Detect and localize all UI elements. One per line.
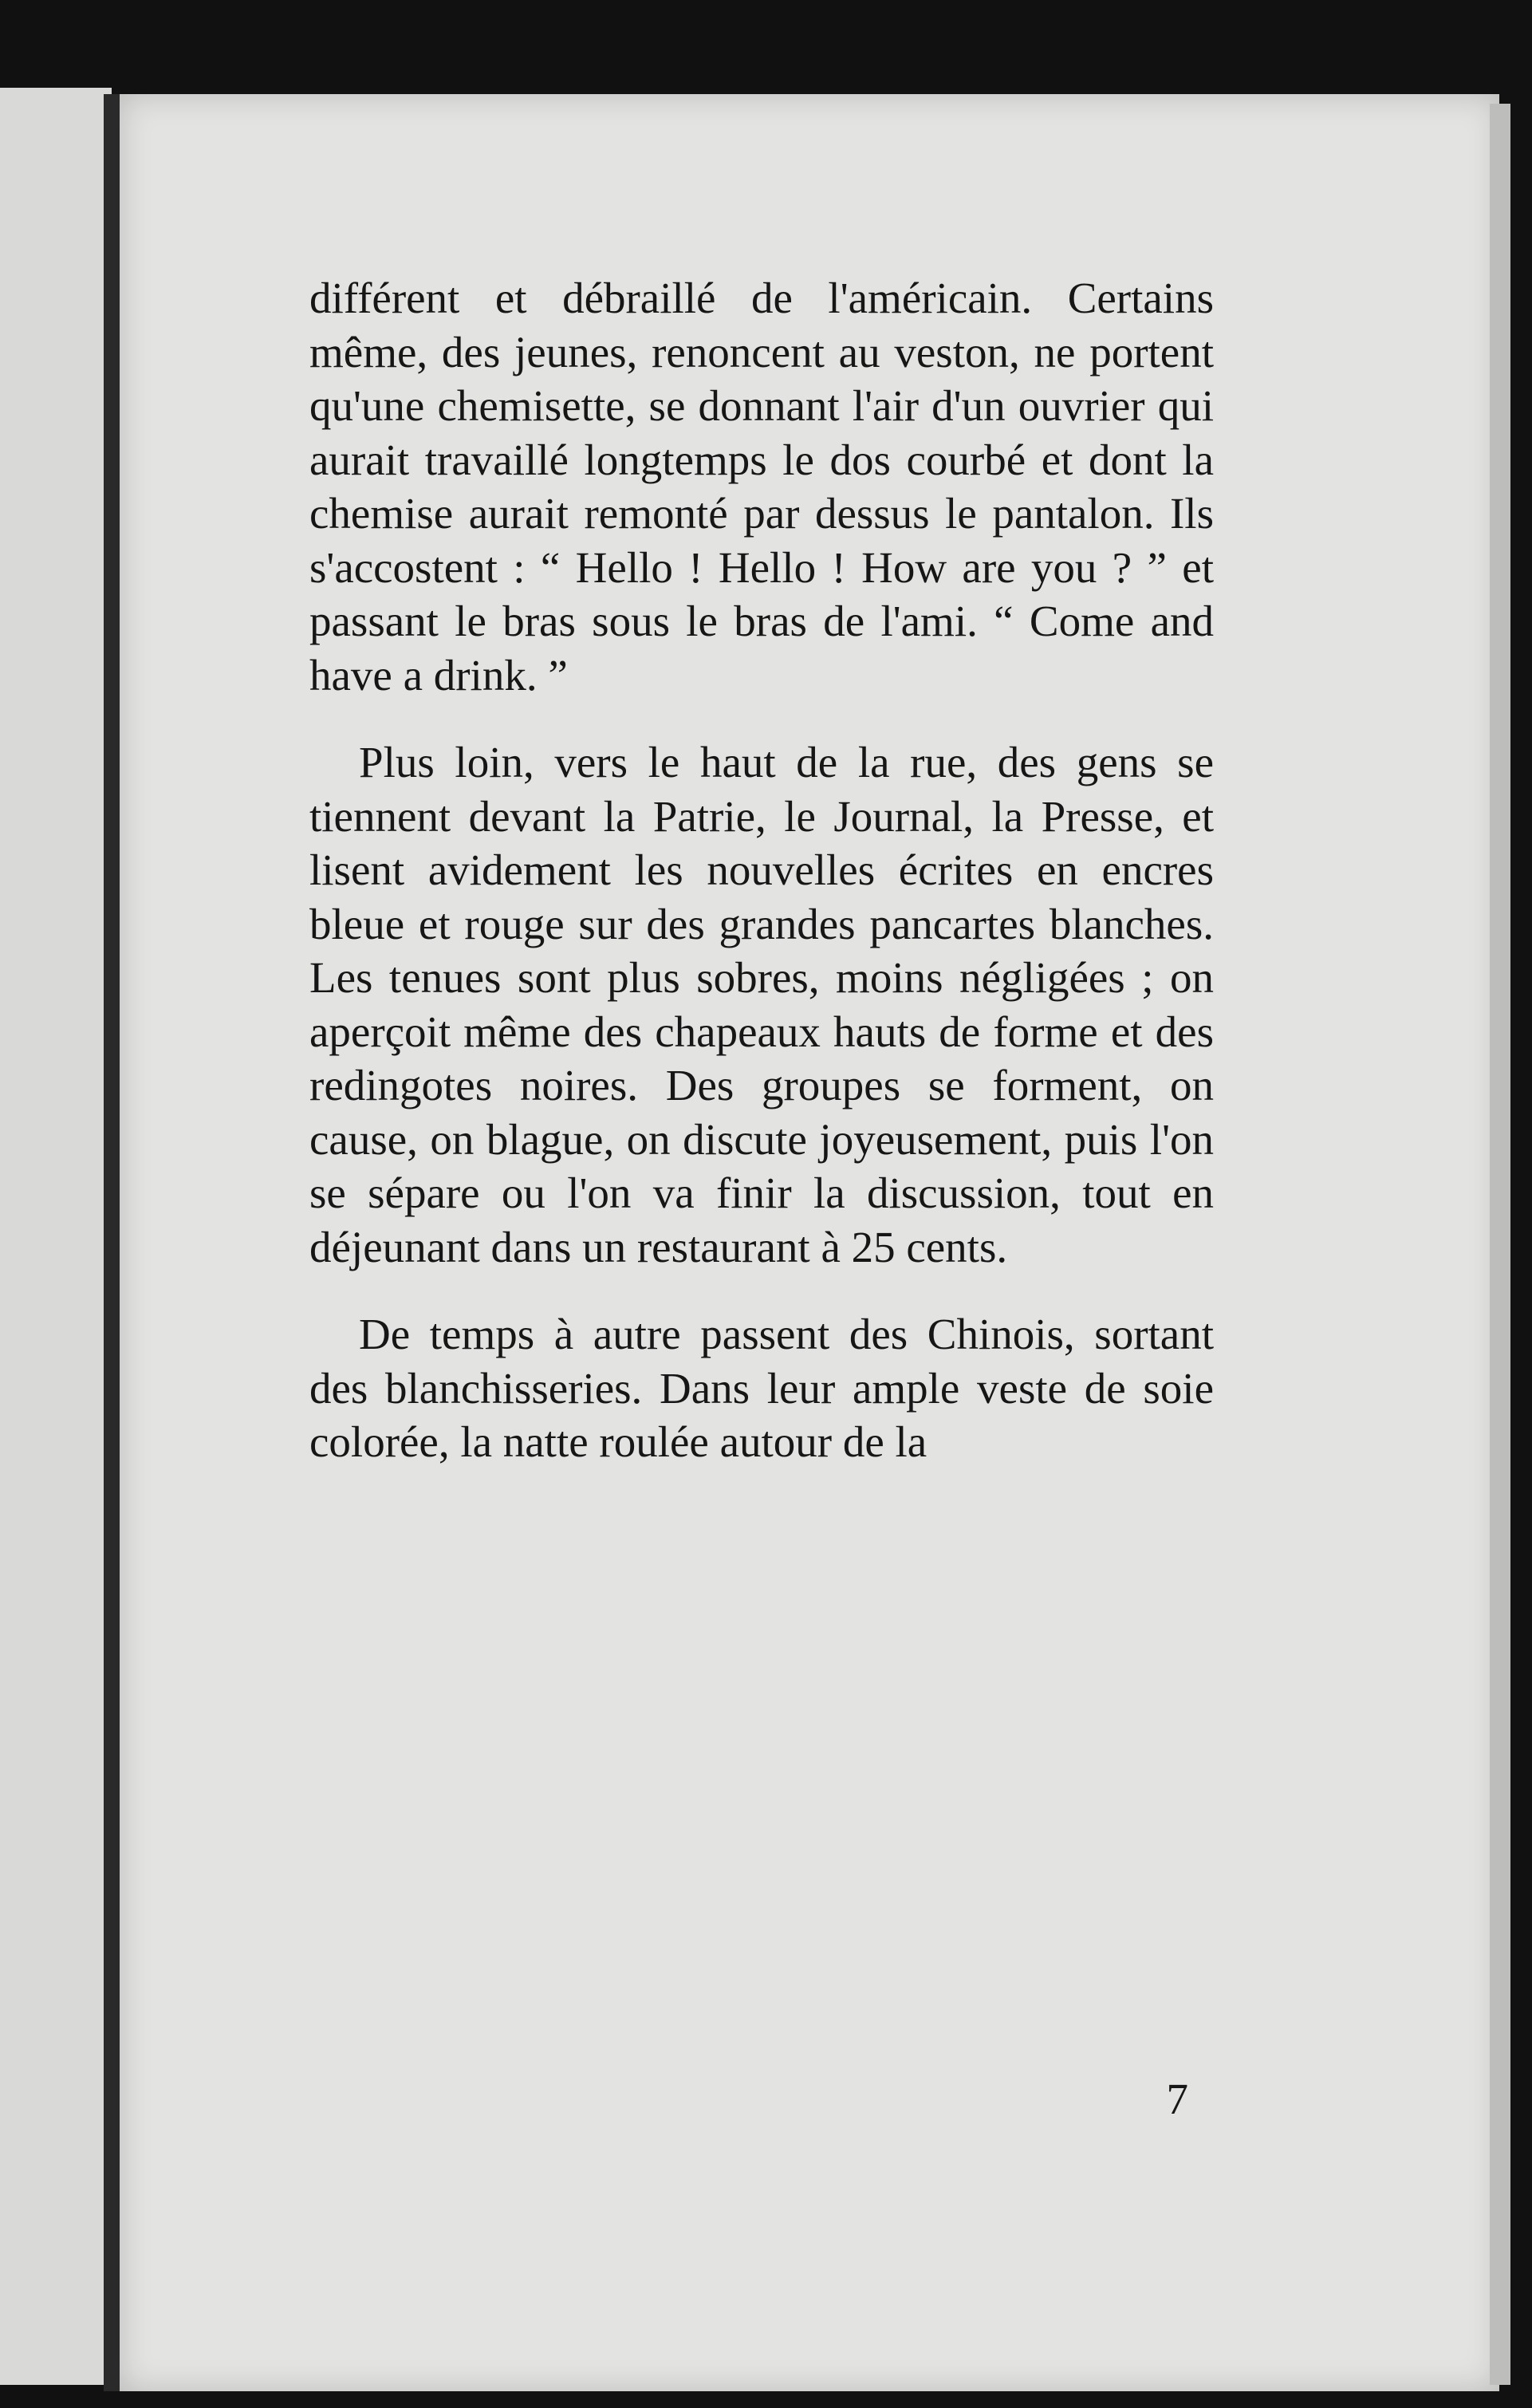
page-number: 7 bbox=[1166, 2075, 1188, 2123]
page-right-edge bbox=[1490, 104, 1510, 2385]
paragraph-1: différent et débraillé de l'américain. Certains même, des jeunes, renoncent au veston, ne portent qu'une chemisette, se donnant l'air d'un ouvrier qui aurait travaillé longtemps le dos courbé et dont la chemise aurait remonté par dessus le pantalon. Ils s'accostent : “ Hello ! Hello ! How are you ? ” et passant le bras sous le bras de l'ami. “ Come and have a drink. ” bbox=[309, 274, 1214, 700]
book-gutter bbox=[104, 94, 121, 2391]
paragraph-3: De temps à autre passent des Chinois, sortant des blanchisseries. Dans leur ample veste de soie colorée, la natte roulée autour de la bbox=[309, 1310, 1214, 1466]
previous-page-edge bbox=[0, 88, 112, 2385]
paragraph-2: Plus loin, vers le haut de la rue, des gens se tiennent devant la Patrie, le Journal, la Presse, et lisent avidement les nouvelles écrites en encres bleue et rouge sur des grandes pancartes blanches. Les tenues sont plus sobres, moins négligées ; on aperçoit même des chapeaux hauts de forme et des redingotes noires. Des groupes se forment, on cause, on blague, on discute joyeusement, puis l'on se sépare ou l'on va finir la discussion, tout en déjeunant dans un restaurant à 25 cents. bbox=[309, 738, 1214, 1271]
page-text bbox=[309, 271, 1214, 1469]
